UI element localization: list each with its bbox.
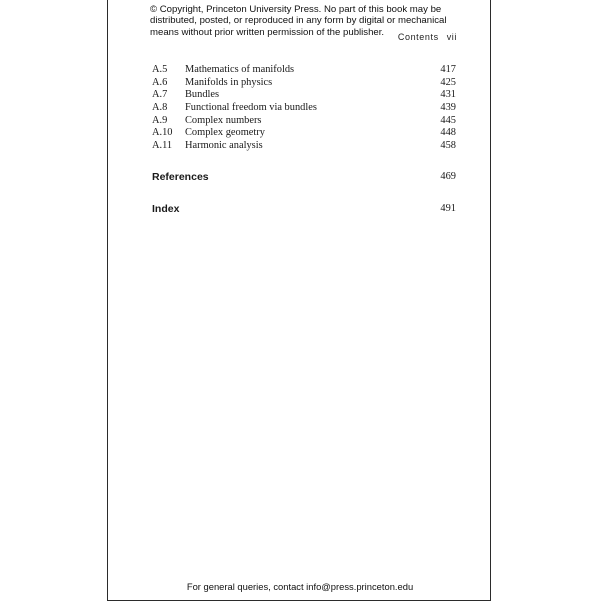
copyright-line: distributed, posted, or reproduced in any form by digital or mechanical bbox=[150, 15, 447, 27]
toc-entry-number: A.9 bbox=[152, 114, 168, 126]
toc-entry-title: Complex numbers bbox=[185, 114, 262, 126]
toc-entry-title: Bundles bbox=[185, 89, 220, 101]
toc-entry[interactable] bbox=[152, 77, 456, 90]
toc-entry-number: A.7 bbox=[152, 89, 168, 101]
toc-entry-number: A.11 bbox=[152, 140, 173, 152]
running-head-label: Contents bbox=[397, 32, 439, 42]
toc-entry-page: 439 bbox=[440, 102, 456, 114]
toc-entry[interactable] bbox=[152, 140, 456, 153]
toc-entry-page: 417 bbox=[440, 64, 456, 75]
toc-entry[interactable] bbox=[152, 89, 456, 102]
copyright-line: means without prior written permission of the publisher. bbox=[150, 26, 385, 38]
toc-entry-number: A.5 bbox=[152, 64, 168, 75]
running-head-page-number: vii bbox=[446, 32, 457, 42]
toc-entry[interactable] bbox=[152, 115, 456, 128]
toc-entry[interactable] bbox=[152, 102, 456, 115]
toc-entry-number: A.8 bbox=[152, 102, 168, 114]
toc-entry-page: 445 bbox=[440, 114, 456, 126]
references-title: References bbox=[152, 171, 209, 183]
toc-entry-title: Harmonic analysis bbox=[185, 140, 263, 152]
references-page: 469 bbox=[440, 171, 456, 182]
toc-entry-page: 448 bbox=[440, 127, 456, 139]
toc-entry-title: Mathematics of manifolds bbox=[185, 64, 295, 75]
toc-entry-number: A.10 bbox=[152, 127, 173, 139]
index-page: 491 bbox=[440, 203, 456, 214]
index-title: Index bbox=[152, 203, 180, 215]
toc-entry-number: A.6 bbox=[152, 76, 168, 88]
toc-entry[interactable] bbox=[152, 64, 456, 77]
toc-section-index[interactable] bbox=[152, 202, 456, 216]
toc-section-references[interactable] bbox=[152, 170, 456, 184]
toc-entry-title: Functional freedom via bundles bbox=[185, 102, 317, 114]
toc-entry-title: Complex geometry bbox=[185, 127, 265, 139]
toc-entry-title: Manifolds in physics bbox=[185, 76, 273, 88]
toc-entry-page: 425 bbox=[440, 76, 456, 88]
toc-entry-page: 458 bbox=[440, 140, 456, 152]
copyright-line: © Copyright, Princeton University Press. No part of this book may be bbox=[150, 4, 442, 15]
footer-contact: For general queries, contact info@press.princeton.edu bbox=[186, 581, 414, 592]
toc-entries bbox=[152, 64, 456, 153]
toc-entry-page: 431 bbox=[440, 89, 456, 101]
running-head bbox=[398, 32, 457, 42]
toc-entry[interactable] bbox=[152, 127, 456, 140]
